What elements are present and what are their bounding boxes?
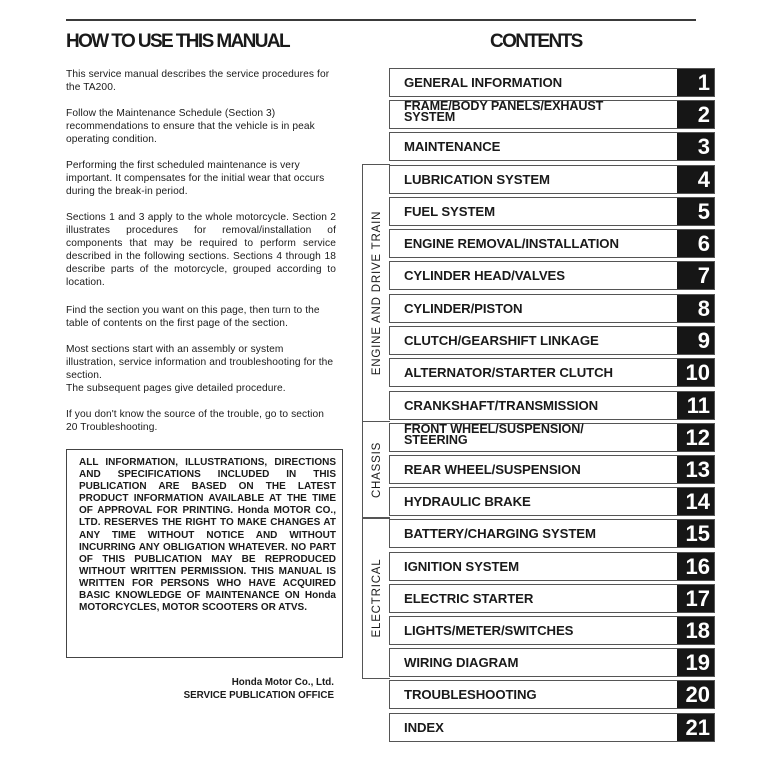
contents-row[interactable] xyxy=(389,552,715,581)
group-chassis xyxy=(362,421,390,519)
section-number: 1 xyxy=(677,69,714,96)
contents-row[interactable] xyxy=(389,584,715,613)
section-label: ELECTRIC STARTER xyxy=(404,591,534,606)
section-number: 15 xyxy=(677,520,714,547)
section-number: 11 xyxy=(677,392,714,419)
section-number: 8 xyxy=(677,295,714,322)
contents-row[interactable] xyxy=(389,680,715,709)
section-number: 10 xyxy=(677,359,714,386)
section-label: CRANKSHAFT/TRANSMISSION xyxy=(404,398,599,413)
disclaimer-notice: ALL INFORMATION, ILLUSTRATIONS, DIRECTIONS AND SPECIFICATIONS INCLUDED IN THIS PUBLICATION ARE BASED ON THE LATEST PRODUCT INFORMATION AVAILABLE AT THE TIME OF APPROVAL FOR PRINTING. Honda MOTOR CO., LTD. RESERVES THE RIGHT TO MAKE CHANGES AT ANY TIME WITHOUT NOTICE AND WITHOUT INCURRING ANY OBLIGATION WHATEVER. NO PART OF THIS PUBLICATION MAY BE REPRODUCED WITHOUT WRITTEN PERMISSION. THIS MANUAL IS WRITTEN FOR PERSONS WHO HAVE ACQUIRED BASIC KNOWLEDGE OF MAINTENANCE ON Honda MOTORCYCLES, MOTOR SCOOTERS OR ATVS. xyxy=(66,449,343,658)
contents-row[interactable] xyxy=(389,713,715,742)
contents-row[interactable] xyxy=(389,100,715,129)
section-number: 12 xyxy=(677,424,714,451)
section-label: GENERAL INFORMATION xyxy=(404,75,563,90)
section-label: INDEX xyxy=(404,720,444,735)
group-label: CHASSIS xyxy=(370,441,383,499)
contents-row[interactable] xyxy=(389,519,715,548)
section-label: IGNITION SYSTEM xyxy=(404,559,519,574)
contents-row[interactable] xyxy=(389,487,715,516)
section-label: BATTERY/CHARGING SYSTEM xyxy=(404,526,596,541)
section-number: 4 xyxy=(677,166,714,193)
group-label: ENGINE AND DRIVE TRAIN xyxy=(370,210,383,376)
contents-row[interactable] xyxy=(389,391,715,420)
section-label: MAINTENANCE xyxy=(404,139,501,154)
contents-row[interactable] xyxy=(389,68,715,97)
top-rule xyxy=(66,19,696,21)
section-label: FRONT WHEEL/SUSPENSION/ STEERING xyxy=(404,422,584,447)
section-label: HYDRAULIC BRAKE xyxy=(404,494,531,509)
sections-paragraph: Sections 1 and 3 apply to the whole motorcycle. Section 2 illustrates procedures for removal/installation of components that may be required to perform service described in the following sections. Sections 4 through 18 describe parts of the motorcycle, grouped according to location. xyxy=(66,212,336,288)
intro-paragraph: This service manual describes the service procedures for the TA200. xyxy=(66,69,330,93)
section-label: FRAME/BODY PANELS/EXHAUST SYSTEM xyxy=(404,99,604,124)
section-label: REAR WHEEL/SUSPENSION xyxy=(404,462,581,477)
contents-row[interactable] xyxy=(389,229,715,258)
section-label: ENGINE REMOVAL/INSTALLATION xyxy=(404,236,619,251)
section-number: 20 xyxy=(677,681,714,708)
contents-title: CONTENTS xyxy=(490,31,582,52)
section-label: FUEL SYSTEM xyxy=(404,204,495,219)
contents-row[interactable] xyxy=(389,261,715,290)
contents-row[interactable] xyxy=(389,197,715,226)
section-label: WIRING DIAGRAM xyxy=(404,655,519,670)
section-label: CLUTCH/GEARSHIFT LINKAGE xyxy=(404,333,599,348)
maintenance-paragraph: Follow the Maintenance Schedule (Section 3) recommendations to ensure that the vehicle is in peak operating condition. xyxy=(66,108,315,145)
contents-row[interactable] xyxy=(389,423,715,452)
section-number: 9 xyxy=(677,327,714,354)
page-title: HOW TO USE THIS MANUAL xyxy=(66,31,290,52)
section-number: 5 xyxy=(677,198,714,225)
section-label: ALTERNATOR/STARTER CLUTCH xyxy=(404,365,613,380)
section-label: TROUBLESHOOTING xyxy=(404,687,537,702)
section-number: 14 xyxy=(677,488,714,515)
troubleshooting-paragraph: If you don't know the source of the trouble, go to section 20 Troubleshooting. xyxy=(66,409,325,433)
section-label: CYLINDER HEAD/VALVES xyxy=(404,268,565,283)
group-electrical xyxy=(362,517,390,679)
section-number: 6 xyxy=(677,230,714,257)
section-number: 3 xyxy=(677,133,714,160)
contents-row[interactable] xyxy=(389,358,715,387)
section-label: LIGHTS/METER/SWITCHES xyxy=(404,623,574,638)
section-number: 18 xyxy=(677,617,714,644)
section-label: LUBRICATION SYSTEM xyxy=(404,172,550,187)
contents-row[interactable] xyxy=(389,648,715,677)
contents-row[interactable] xyxy=(389,132,715,161)
assembly-paragraph: Most sections start with an assembly or system illustration, service information and troubleshooting for the section. The subsequent pages give detailed procedure. xyxy=(66,344,334,394)
section-number: 21 xyxy=(677,714,714,741)
contents-row[interactable] xyxy=(389,455,715,484)
group-label: ELECTRICAL xyxy=(370,558,383,638)
contents-row[interactable] xyxy=(389,326,715,355)
first-maintenance-paragraph: Performing the first scheduled maintenance is very important. It compensates for the initial wear that occurs during the break-in period. xyxy=(66,160,325,197)
section-number: 19 xyxy=(677,649,714,676)
section-label: CYLINDER/PISTON xyxy=(404,301,523,316)
section-number: 13 xyxy=(677,456,714,483)
section-number: 2 xyxy=(677,101,714,128)
find-section-paragraph: Find the section you want on this page, then turn to the table of contents on the first page of the section. xyxy=(66,305,320,329)
contents-row[interactable] xyxy=(389,294,715,323)
group-engine-drive-train xyxy=(362,164,390,422)
section-number: 16 xyxy=(677,553,714,580)
contents-row[interactable] xyxy=(389,165,715,194)
contents-row[interactable] xyxy=(389,616,715,645)
section-number: 17 xyxy=(677,585,714,612)
publisher-office: SERVICE PUBLICATION OFFICE xyxy=(183,690,334,701)
section-number: 7 xyxy=(677,262,714,289)
publisher-name: Honda Motor Co., Ltd. xyxy=(231,677,334,688)
